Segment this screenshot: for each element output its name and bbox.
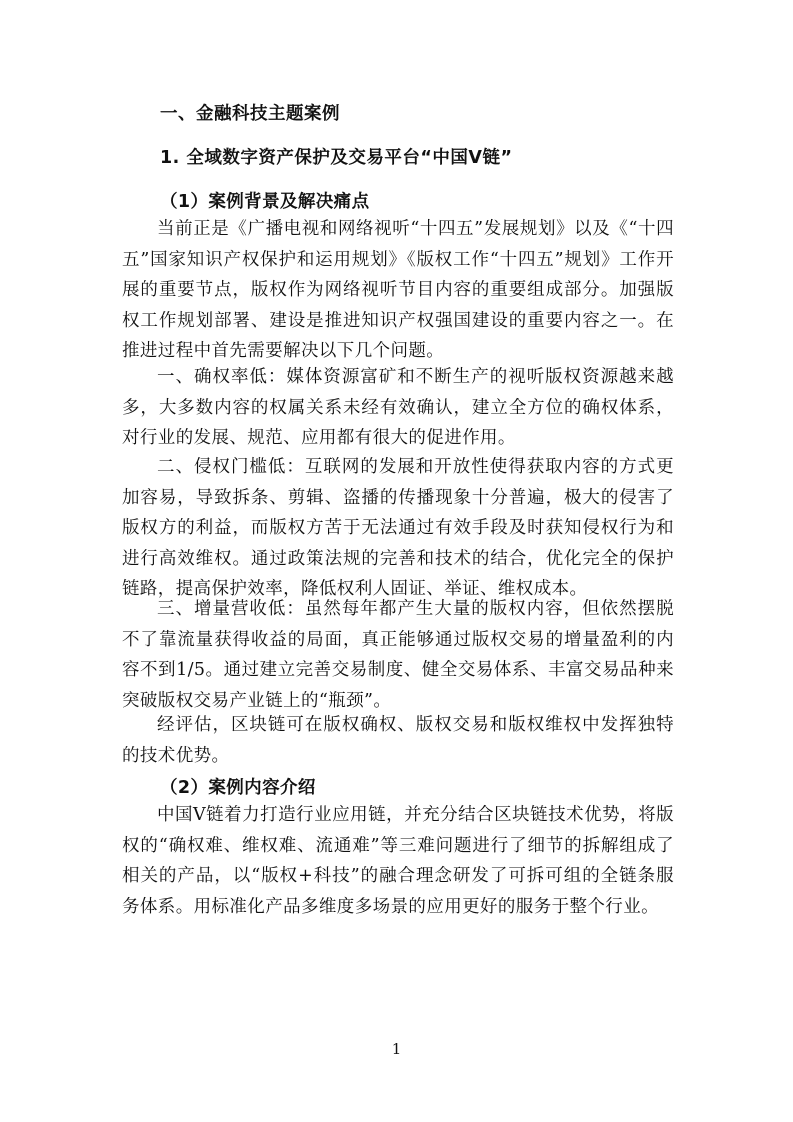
paragraph-pain-point-infringement: 二、侵权门槛低：互联网的发展和开放性使得获取内容的方式更加容易，导致拆条、剪辑、盗播的传播现象十分普遍，极大的侵害了版权方的利益，而版权方苦于无法通过有效手段及时获知侵权行为和进行高效维权。通过政策法规的完善和技术的结合，优化完全的保护链路，提高保护效率，降低权利人固证、举证、维权成本。 [122,457,674,599]
paragraph-pain-point-revenue: 三、增量营收低：虽然每年都产生大量的版权内容，但依然摆脱不了靠流量获得收益的局面，真正能够通过版权交易的增量盈利的内容不到1/5。通过建立完善交易制度、健全交易体系、丰富交易品种来突破版权交易产业链上的“瓶颈”。 [122,599,674,711]
subsection-title-content: （2）案例内容介绍 [160,778,316,798]
case-title: 1. 全域数字资产保护及交易平台“中国V链” [160,148,513,168]
section-heading: 一、金融科技主题案例 [160,104,340,124]
page-number: 1 [391,1040,402,1058]
paragraph-pain-point-confirmation: 一、确权率低：媒体资源富矿和不断生产的视听版权资源越来越多，大多数内容的权属关系未经有效确认，建立全方位的确权体系，对行业的发展、规范、应用都有很大的促进作用。 [122,367,674,448]
paragraph-case-content: 中国V链着力打造行业应用链，并充分结合区块链技术优势，将版权的“确权难、维权难、流通难”等三难问题进行了细节的拆解组成了相关的产品，以“版权+科技”的融合理念研发了可拆可组的全链条服务体系。用标准化产品多维度多场景的应用更好的服务于整个行业。 [122,805,674,917]
paragraph-background: 当前正是《广播电视和网络视听“十四五”发展规划》以及《“十四五”国家知识产权保护和运用规划》《版权工作“十四五”规划》工作开展的重要节点，版权作为网络视听节目内容的重要组成部分。加强版权工作规划部署、建设是推进知识产权强国建设的重要内容之一。在推进过程中首先需要解决以下几个问题。 [122,219,674,361]
subsection-title-background: （1）案例背景及解决痛点 [160,192,370,212]
paragraph-evaluation: 经评估，区块链可在版权确权、版权交易和版权维权中发挥独特的技术优势。 [122,715,674,766]
